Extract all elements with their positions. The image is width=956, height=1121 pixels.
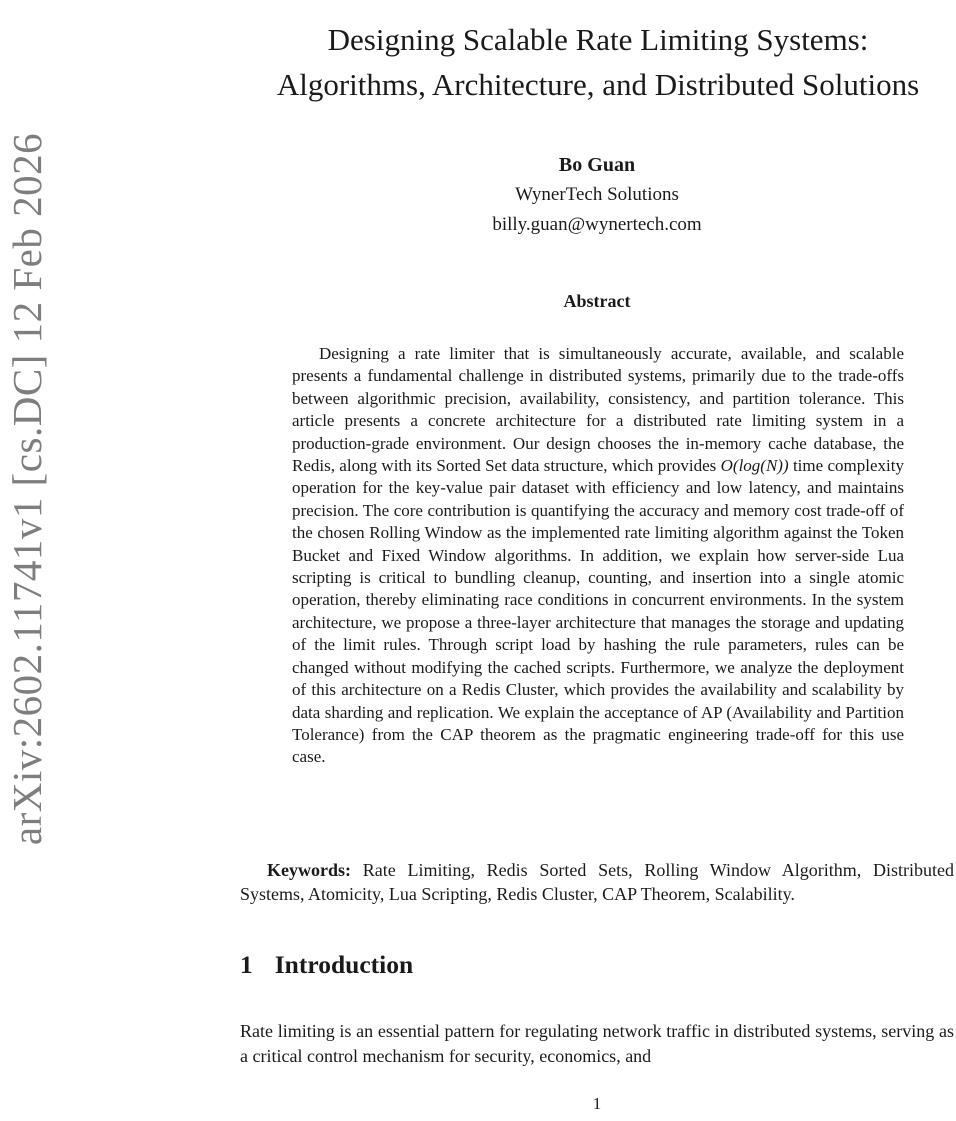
keywords-text: Rate Limiting, Redis Sorted Sets, Rolling Window Algorithm, Distributed Systems, Atomicity, Lua Scripting, Redis Cluster, CAP Theorem, Scalability. bbox=[240, 860, 954, 904]
page-number: 1 bbox=[592, 1094, 602, 1113]
complexity-math-expression: O(log(N)) bbox=[720, 456, 789, 476]
keywords-label: Keywords: bbox=[267, 860, 351, 880]
author-affiliation: WynerTech Solutions bbox=[515, 184, 679, 205]
paper-title: Designing Scalable Rate Limiting Systems: Algorithms, Architecture, and Distributed Solutions bbox=[276, 21, 920, 102]
author-email: billy.guan@wynertech.com bbox=[492, 214, 702, 235]
abstract-text bbox=[292, 343, 904, 769]
abstract-text-pre: Designing a rate limiter that is simultaneously accurate, available, and scalable presents a fundamental challenge in distributed systems, primarily due to the trade-offs between algorithmic precision, availability, consistency, and partition tolerance. This article presents a concrete architecture for a distributed rate limiting system in a production-grade environment. Our design chooses the in-memory cache database, the Redis, along with its Sorted Set data structure, which provides bbox=[292, 344, 904, 476]
abstract-text-post: time complexity operation for the key-value pair dataset with efficiency and low latency, and maintains precision. The core contribution is quantifying the accuracy and memory cost trade-off of the chosen Rolling Window as the implemented rate limiting algorithm against the Token Bucket and Fixed Window algorithms. In addition, we explain how server-side Lua scripting is critical to bundling cleanup, counting, and insertion into a single atomic operation, thereby eliminating race conditions in concurrent environments. In the system architecture, we propose a three-layer architecture that manages the storage and updating of the limit rules. Through script load by hashing the rule parameters, rules can be changed without modifying the cached scripts. Furthermore, we analyze the deployment of this architecture on a Redis Cluster, which provides the availability and scalability by data sharding and replication. We explain the acceptance of AP (Availability and Partition Tolerance) from the CAP theorem as the pragmatic engineering trade-off for this use case. bbox=[292, 456, 904, 767]
arxiv-watermark: arXiv:2602.11741v1 [cs.DC] 12 Feb 2026 bbox=[4, 132, 50, 846]
author-block bbox=[240, 150, 954, 240]
abstract-heading: Abstract bbox=[563, 291, 631, 311]
section-heading-introduction bbox=[240, 950, 954, 980]
introduction-paragraph: Rate limiting is an essential pattern for regulating network traffic in distributed systems, serving as a critical control mechanism for security, economics, and bbox=[240, 1021, 954, 1066]
section-number: 1 bbox=[240, 950, 253, 979]
keywords-paragraph bbox=[240, 859, 954, 906]
author-name: Bo Guan bbox=[558, 154, 636, 176]
section-title: Introduction bbox=[274, 950, 414, 979]
